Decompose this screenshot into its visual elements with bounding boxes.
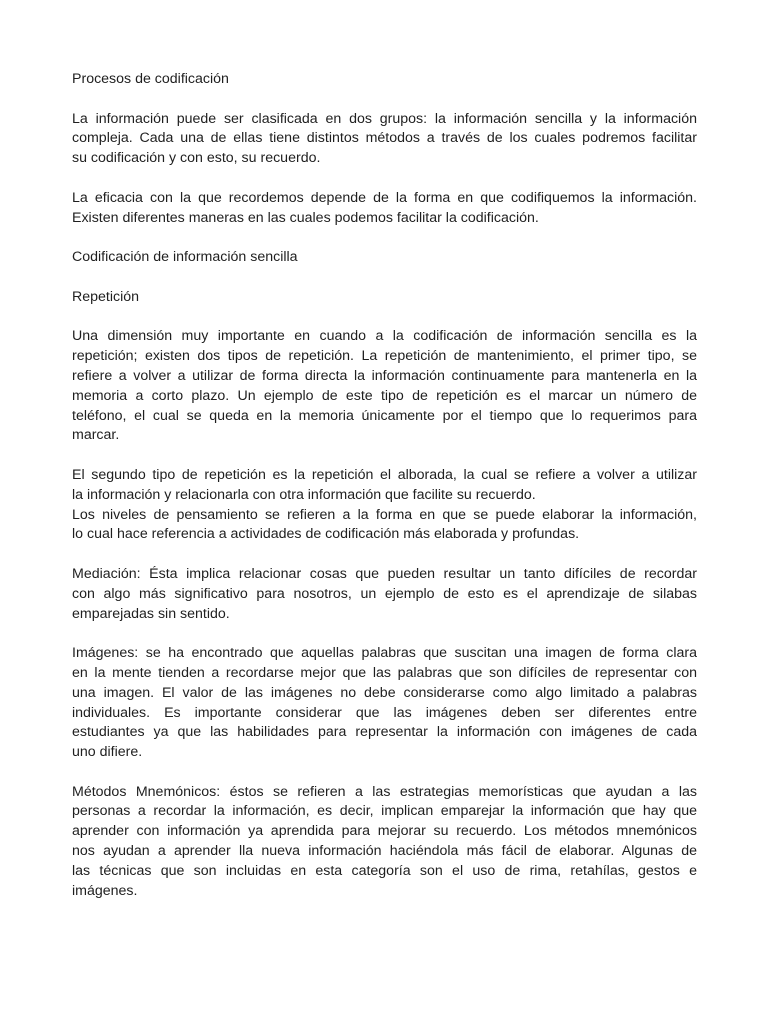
text-line: Repetición <box>72 288 140 305</box>
text-line: emparejadas sin sentido. <box>72 605 230 622</box>
text-line: refiere a volver a utilizar de forma directa la información continuamente para mantenerla en la <box>72 367 697 384</box>
text-line: nos ayudan a aprender lla nueva información haciéndola más fácil de elaborar. Algunas de <box>72 843 697 860</box>
text-line: su codificación y con esto, su recuerdo. <box>72 150 321 167</box>
text-line: compleja. Cada una de ellas tiene distintos métodos a través de los cuales podremos facilitar <box>72 130 697 147</box>
text-line: personas a recordar la información, es decir, implican emparejar la información que hay que <box>72 803 697 820</box>
text-line: estudiantes ya que las habilidades para representar la información con imágenes de cada <box>72 724 697 741</box>
paragraph-segundo-tipo <box>72 466 697 506</box>
text-line: La eficacia con la que recordemos depende de la forma en que codifiquemos la información. <box>72 189 697 206</box>
paragraph-imagenes <box>72 644 697 763</box>
text-line: la información y relacionarla con otra información que facilite su recuerdo. <box>72 486 536 503</box>
text-line: en la mente tienden a recordarse mejor que las palabras que son difíciles de representar con <box>72 664 697 681</box>
section-heading-sencilla <box>72 248 697 268</box>
text-line: Los niveles de pensamiento se refieren a la forma en que se puede elaborar la información, <box>72 506 697 523</box>
text-line: marcar. <box>72 427 120 444</box>
section-heading-repeticion <box>72 288 697 308</box>
text-line: lo cual hace referencia a actividades de codificación más elaborada y profundas. <box>72 526 580 543</box>
text-line: Procesos de codificación <box>72 71 229 87</box>
text-line: teléfono, el cual se queda en la memoria únicamente por el tiempo que lo requerimos para <box>72 407 697 424</box>
paragraph-intro <box>72 110 697 169</box>
text-line: El segundo tipo de repetición es la repetición el alborada, la cual se refiere a volver a utilizar <box>72 466 697 483</box>
text-line: repetición; existen dos tipos de repetición. La repetición de mantenimiento, el primer tipo, se <box>72 348 697 365</box>
text-line: Mediación: Ésta implica relacionar cosas que pueden resultar un tanto difíciles de recordar <box>72 565 697 582</box>
text-line: con algo más significativo para nosotros, un ejemplo de esto es el aprendizaje de silabas <box>72 585 697 602</box>
text-line: Una dimensión muy importante en cuando a la codificación de información sencilla es la <box>72 328 697 345</box>
text-line: aprender con información ya aprendida para mejorar su recuerdo. Los métodos mnemónicos <box>72 823 697 840</box>
document-title <box>72 70 697 90</box>
text-line: Codificación de información sencilla <box>72 249 298 266</box>
text-line: individuales. Es importante considerar que las imágenes deben ser diferentes entre <box>72 704 697 721</box>
text-line: La información puede ser clasificada en dos grupos: la información sencilla y la información <box>72 110 697 127</box>
paragraph-mediacion <box>72 565 697 624</box>
text-line: Métodos Mnemónicos: éstos se refieren a las estrategias memorísticas que ayudan a las <box>72 783 697 800</box>
text-line: Imágenes: se ha encontrado que aquellas palabras que suscitan una imagen de forma clara <box>72 645 697 662</box>
text-line: las técnicas que son incluidas en esta categoría son el uso de rima, retahílas, gestos e <box>72 862 697 879</box>
paragraph-eficacia <box>72 189 697 229</box>
text-line: Existen diferentes maneras en las cuales podemos facilitar la codificación. <box>72 209 539 226</box>
text-line: memoria a corto plazo. Un ejemplo de este tipo de repetición es el marcar un número de <box>72 387 697 404</box>
text-line: uno difiere. <box>72 744 143 761</box>
paragraph-repeticion <box>72 327 697 446</box>
paragraph-mnemonicos <box>72 783 697 902</box>
text-line: imágenes. <box>72 882 138 899</box>
document-page <box>72 70 697 921</box>
paragraph-niveles <box>72 506 697 546</box>
text-line: una imagen. El valor de las imágenes no debe considerarse como algo limitado a palabras <box>72 684 697 701</box>
